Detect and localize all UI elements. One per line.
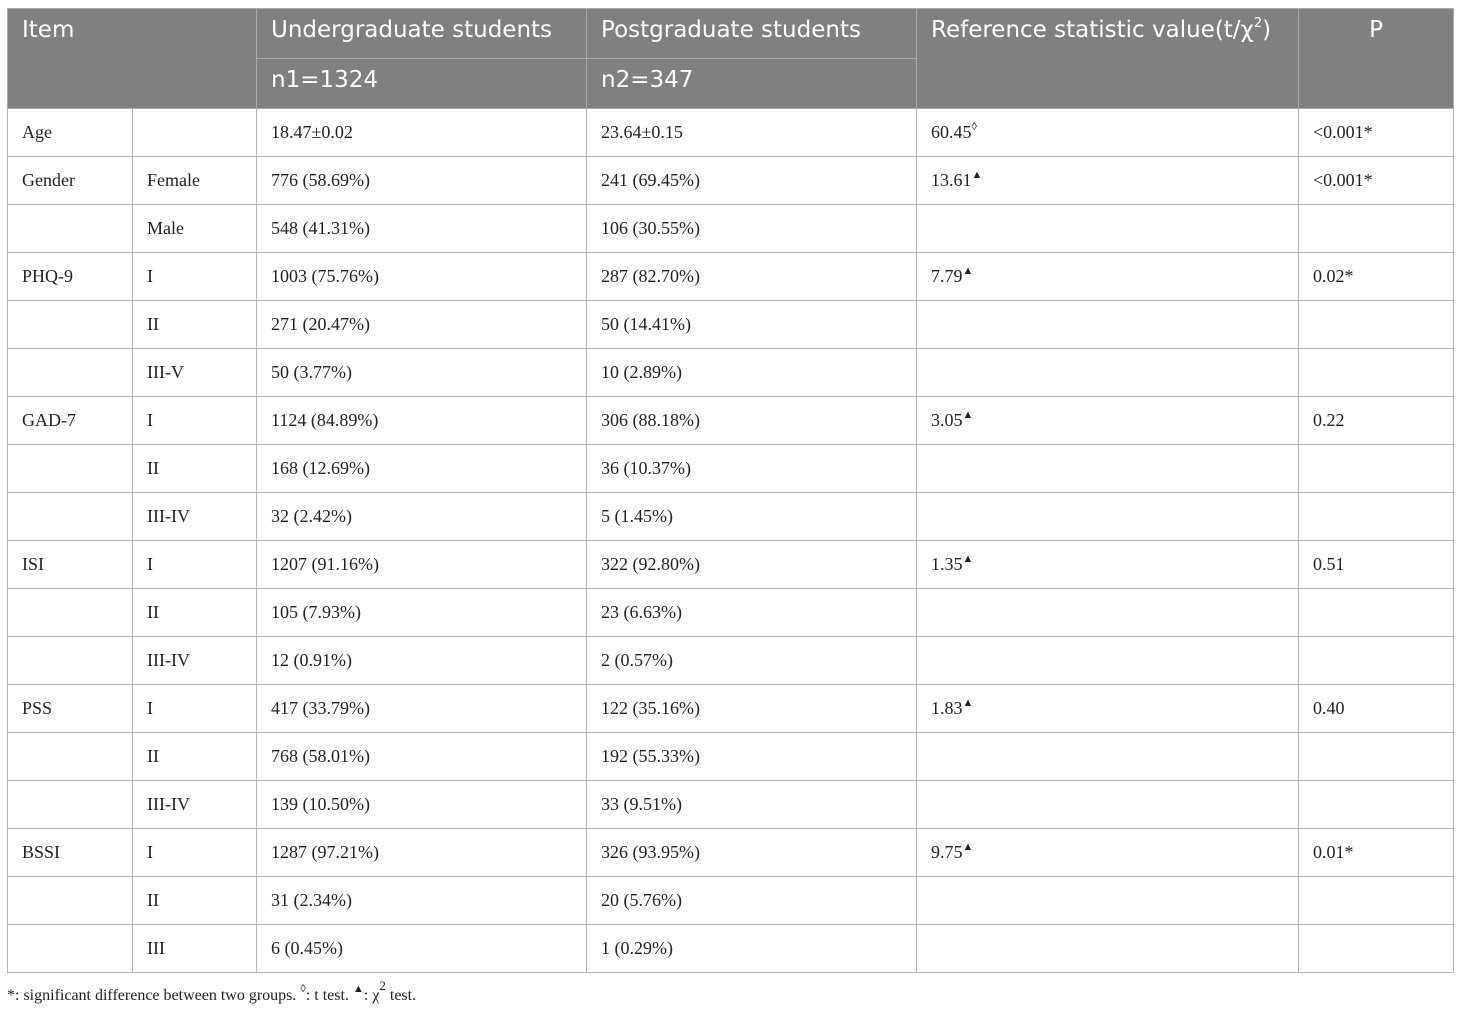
- cell-statistic: [917, 877, 1299, 925]
- cell-item: [8, 205, 133, 253]
- header-statistic-close: ): [1262, 17, 1272, 43]
- table-row: [8, 589, 1454, 637]
- cell-level: Male: [133, 205, 257, 253]
- table-row: [8, 829, 1454, 877]
- cell-item: [8, 493, 133, 541]
- cell-undergrad: 1287 (97.21%): [257, 829, 587, 877]
- cell-statistic: [917, 829, 1299, 877]
- cell-p: [1299, 493, 1454, 541]
- cell-level: III-IV: [133, 637, 257, 685]
- header-statistic: [917, 9, 1299, 109]
- cell-level: I: [133, 253, 257, 301]
- cell-postgrad: 1 (0.29%): [587, 925, 917, 973]
- cell-undergrad: 139 (10.50%): [257, 781, 587, 829]
- table-row: [8, 685, 1454, 733]
- table-row: [8, 349, 1454, 397]
- footnote-part4: test.: [385, 987, 417, 1004]
- table-row: [8, 253, 1454, 301]
- cell-statistic: [917, 253, 1299, 301]
- cell-item: ISI: [8, 541, 133, 589]
- cell-undergrad: 50 (3.77%): [257, 349, 587, 397]
- cell-statistic: [917, 301, 1299, 349]
- cell-level: III-IV: [133, 781, 257, 829]
- cell-postgrad: 20 (5.76%): [587, 877, 917, 925]
- cell-postgrad: 2 (0.57%): [587, 637, 917, 685]
- statistic-value: 9.75: [931, 842, 963, 862]
- header-postgrad: Postgraduate students: [587, 9, 917, 59]
- cell-level: III: [133, 925, 257, 973]
- cell-p: 0.01*: [1299, 829, 1454, 877]
- cell-statistic: [917, 685, 1299, 733]
- cell-p: 0.02*: [1299, 253, 1454, 301]
- cell-postgrad: 33 (9.51%): [587, 781, 917, 829]
- cell-item: [8, 733, 133, 781]
- header-item: Item: [8, 9, 257, 109]
- cell-postgrad: 23.64±0.15: [587, 109, 917, 157]
- cell-p: 0.51: [1299, 541, 1454, 589]
- cell-item: [8, 301, 133, 349]
- cell-undergrad: 417 (33.79%): [257, 685, 587, 733]
- statistic-value: 1.35: [931, 554, 963, 574]
- cell-postgrad: 306 (88.18%): [587, 397, 917, 445]
- cell-postgrad: 50 (14.41%): [587, 301, 917, 349]
- cell-item: [8, 637, 133, 685]
- cell-p: [1299, 445, 1454, 493]
- cell-level: Female: [133, 157, 257, 205]
- footnote-superscript: 2: [379, 978, 386, 993]
- cell-item: Gender: [8, 157, 133, 205]
- cell-undergrad: 271 (20.47%): [257, 301, 587, 349]
- cell-level: III-V: [133, 349, 257, 397]
- cell-item: [8, 589, 133, 637]
- cell-undergrad: 12 (0.91%): [257, 637, 587, 685]
- header-statistic-superscript: 2: [1253, 16, 1263, 31]
- cell-statistic: [917, 733, 1299, 781]
- cell-p: <0.001*: [1299, 109, 1454, 157]
- cell-postgrad: 287 (82.70%): [587, 253, 917, 301]
- cell-undergrad: 18.47±0.02: [257, 109, 587, 157]
- cell-statistic: [917, 637, 1299, 685]
- cell-postgrad: 106 (30.55%): [587, 205, 917, 253]
- cell-p: [1299, 349, 1454, 397]
- table-row: [8, 301, 1454, 349]
- test-mark: ▲: [971, 169, 983, 181]
- cell-level: I: [133, 397, 257, 445]
- table-footnote: [7, 978, 417, 1005]
- footnote-ttest-mark: ◊: [300, 983, 306, 995]
- table-row: [8, 781, 1454, 829]
- table-row: [8, 493, 1454, 541]
- cell-statistic: [917, 925, 1299, 973]
- header-p: P: [1299, 9, 1454, 109]
- cell-postgrad: 326 (93.95%): [587, 829, 917, 877]
- statistic-value: 60.45: [931, 122, 972, 142]
- cell-p: [1299, 877, 1454, 925]
- table-row: [8, 733, 1454, 781]
- table-row: [8, 397, 1454, 445]
- table-row: [8, 541, 1454, 589]
- header-undergrad: Undergraduate students: [257, 9, 587, 59]
- cell-p: [1299, 781, 1454, 829]
- cell-item: [8, 781, 133, 829]
- cell-statistic: [917, 541, 1299, 589]
- cell-statistic: [917, 589, 1299, 637]
- test-mark: ▲: [962, 841, 974, 853]
- cell-p: 0.40: [1299, 685, 1454, 733]
- cell-postgrad: 122 (35.16%): [587, 685, 917, 733]
- cell-statistic: [917, 397, 1299, 445]
- table-row: [8, 205, 1454, 253]
- cell-statistic: [917, 205, 1299, 253]
- test-mark: ▲: [962, 265, 974, 277]
- table-body: [8, 109, 1454, 973]
- cell-undergrad: 1124 (84.89%): [257, 397, 587, 445]
- cell-level: II: [133, 589, 257, 637]
- table-row: [8, 445, 1454, 493]
- statistic-value: 3.05: [931, 410, 963, 430]
- header-n2: n2=347: [587, 59, 917, 109]
- cell-item: PSS: [8, 685, 133, 733]
- cell-item: [8, 925, 133, 973]
- cell-statistic: [917, 493, 1299, 541]
- cell-item: BSSI: [8, 829, 133, 877]
- cell-statistic: [917, 157, 1299, 205]
- cell-p: [1299, 733, 1454, 781]
- cell-postgrad: 241 (69.45%): [587, 157, 917, 205]
- cell-item: GAD-7: [8, 397, 133, 445]
- table-row: [8, 925, 1454, 973]
- footnote-part1: *: significant difference between two groups.: [7, 987, 301, 1004]
- cell-p: [1299, 925, 1454, 973]
- cell-p: <0.001*: [1299, 157, 1454, 205]
- header-statistic-text: Reference statistic value(t/χ: [931, 17, 1254, 43]
- cell-level: III-IV: [133, 493, 257, 541]
- footnote-part2: : t test.: [305, 987, 353, 1004]
- cell-level: [133, 109, 257, 157]
- table-row: [8, 109, 1454, 157]
- cell-undergrad: 32 (2.42%): [257, 493, 587, 541]
- cell-undergrad: 1207 (91.16%): [257, 541, 587, 589]
- statistic-value: 7.79: [931, 266, 963, 286]
- results-table: [7, 8, 1454, 973]
- cell-postgrad: 192 (55.33%): [587, 733, 917, 781]
- cell-level: I: [133, 541, 257, 589]
- cell-p: [1299, 589, 1454, 637]
- cell-level: I: [133, 685, 257, 733]
- cell-statistic: [917, 109, 1299, 157]
- cell-level: I: [133, 829, 257, 877]
- cell-level: II: [133, 733, 257, 781]
- cell-item: [8, 877, 133, 925]
- cell-item: PHQ-9: [8, 253, 133, 301]
- cell-postgrad: 23 (6.63%): [587, 589, 917, 637]
- cell-item: Age: [8, 109, 133, 157]
- table-header: [8, 9, 1454, 109]
- cell-statistic: [917, 445, 1299, 493]
- cell-item: [8, 349, 133, 397]
- cell-p: [1299, 301, 1454, 349]
- cell-undergrad: 548 (41.31%): [257, 205, 587, 253]
- table-row: [8, 157, 1454, 205]
- cell-postgrad: 322 (92.80%): [587, 541, 917, 589]
- cell-level: II: [133, 445, 257, 493]
- cell-p: 0.22: [1299, 397, 1454, 445]
- footnote-chi-mark: ▲: [352, 983, 364, 995]
- cell-undergrad: 6 (0.45%): [257, 925, 587, 973]
- cell-statistic: [917, 349, 1299, 397]
- table-row: [8, 637, 1454, 685]
- test-mark: ▲: [962, 697, 974, 709]
- footnote-part3: : χ: [363, 987, 380, 1004]
- cell-level: II: [133, 877, 257, 925]
- header-n1: n1=1324: [257, 59, 587, 109]
- cell-undergrad: 1003 (75.76%): [257, 253, 587, 301]
- cell-undergrad: 168 (12.69%): [257, 445, 587, 493]
- cell-p: [1299, 637, 1454, 685]
- test-mark: ▲: [962, 553, 974, 565]
- cell-undergrad: 31 (2.34%): [257, 877, 587, 925]
- test-mark: ◊: [971, 121, 977, 133]
- cell-statistic: [917, 781, 1299, 829]
- cell-item: [8, 445, 133, 493]
- cell-postgrad: 10 (2.89%): [587, 349, 917, 397]
- cell-undergrad: 776 (58.69%): [257, 157, 587, 205]
- cell-level: II: [133, 301, 257, 349]
- cell-postgrad: 5 (1.45%): [587, 493, 917, 541]
- test-mark: ▲: [962, 409, 974, 421]
- statistic-value: 1.83: [931, 698, 963, 718]
- cell-undergrad: 105 (7.93%): [257, 589, 587, 637]
- table-row: [8, 877, 1454, 925]
- statistic-value: 13.61: [931, 170, 972, 190]
- cell-p: [1299, 205, 1454, 253]
- cell-postgrad: 36 (10.37%): [587, 445, 917, 493]
- cell-undergrad: 768 (58.01%): [257, 733, 587, 781]
